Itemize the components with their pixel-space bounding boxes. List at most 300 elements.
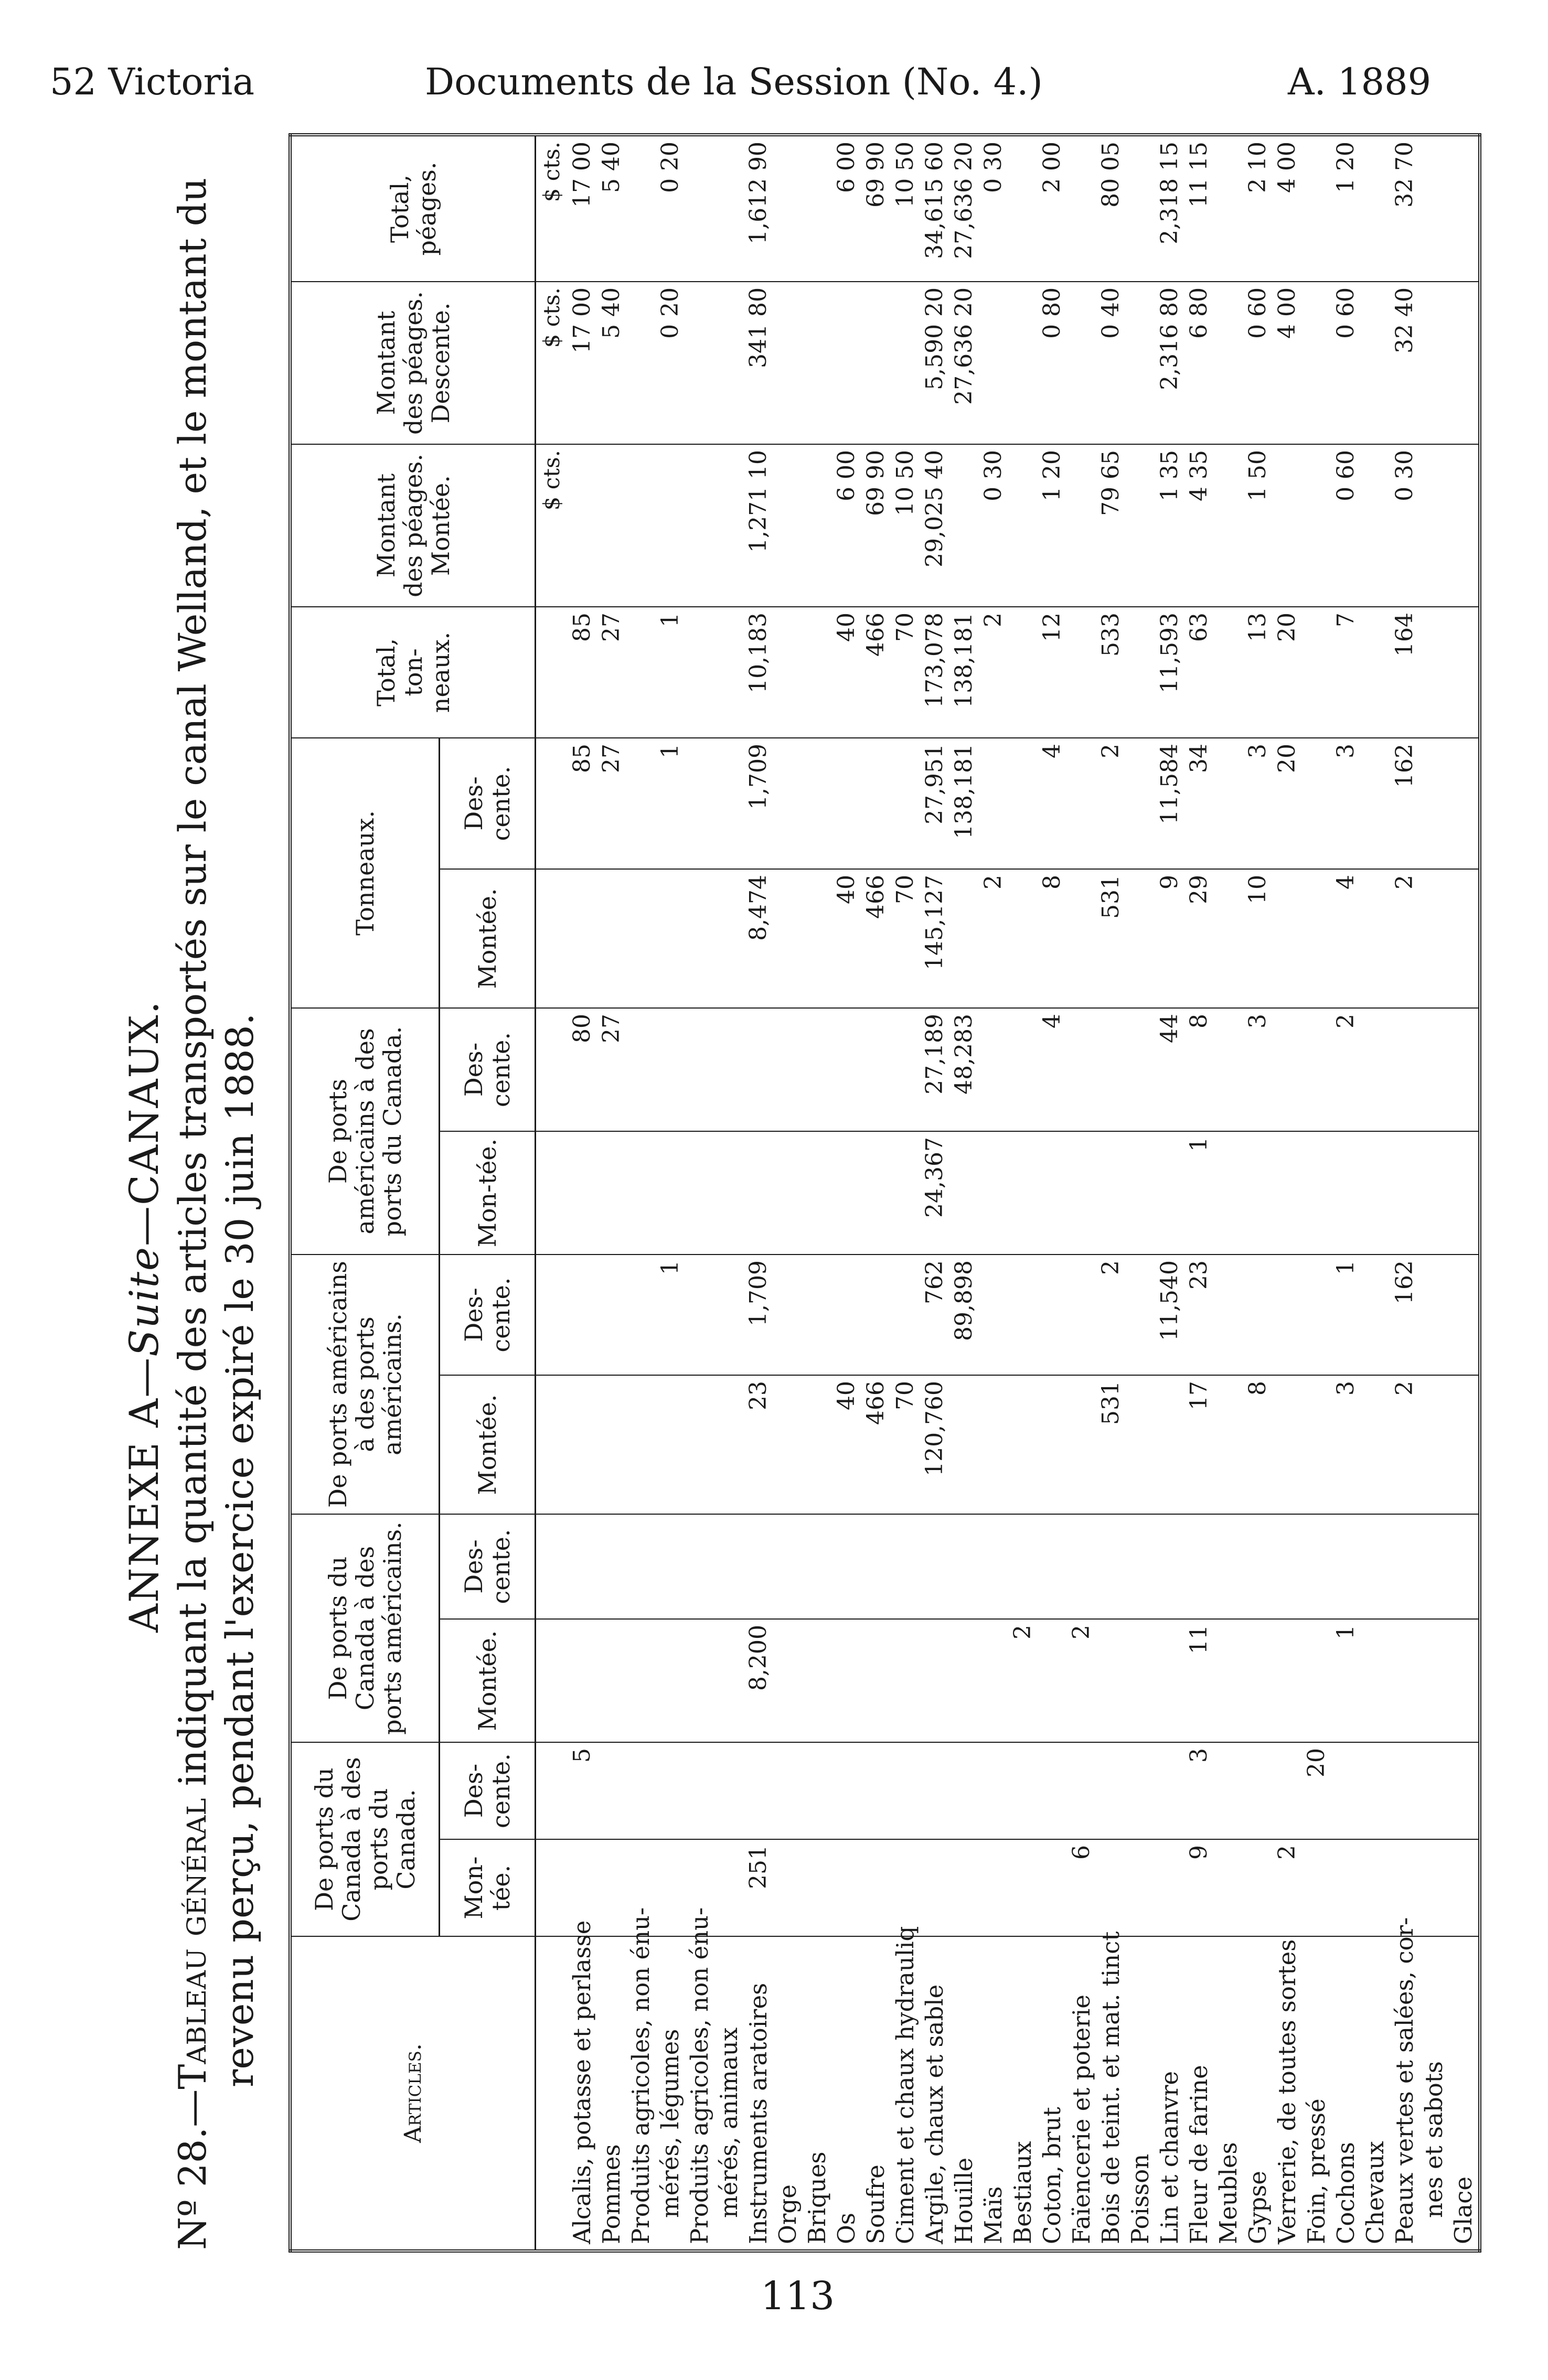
cell-c2m	[597, 1619, 626, 1742]
cell-td: 34	[1184, 738, 1214, 869]
cell-td: 138,181	[949, 738, 979, 869]
cell-c3m: 70	[891, 1375, 920, 1514]
cell-pt: 0 20	[656, 135, 685, 282]
cell-c3d	[1008, 1255, 1038, 1375]
cell-c3d: 762	[920, 1255, 949, 1375]
cell-c4d	[1096, 1008, 1126, 1131]
cell-pd: 2,316 80	[1155, 282, 1184, 444]
table-row	[1038, 135, 1067, 2251]
cell-tt: 27	[597, 607, 626, 738]
article-name: Foin, pressé	[1302, 1936, 1331, 2251]
table-row	[1302, 135, 1331, 2251]
cell-c4d	[832, 1008, 861, 1131]
cell-pt: 80 05	[1096, 135, 1126, 282]
cell-td	[685, 738, 714, 869]
cell-tt	[1449, 607, 1478, 738]
peages-descente-header: Montant des péages. Descente.	[290, 282, 536, 444]
cell-c4m	[1361, 1131, 1390, 1255]
table-row	[949, 135, 979, 2251]
sub-descente: Des-cente.	[440, 1742, 536, 1839]
cell-c3m	[1038, 1375, 1067, 1514]
cell-pt	[1126, 135, 1155, 282]
cell-c2d	[1155, 1514, 1184, 1619]
cell-c3d	[597, 1255, 626, 1375]
cell-td: 4	[1038, 738, 1067, 869]
article-name: Instruments aratoires	[744, 1936, 773, 2251]
table-row	[1243, 135, 1273, 2251]
cell-c4m	[1302, 1131, 1331, 1255]
cell-td	[832, 738, 861, 869]
cell-c1d	[1067, 1742, 1096, 1839]
table-row	[1155, 135, 1184, 2251]
cell-pm	[1067, 444, 1096, 607]
rotated-table-block	[102, 141, 1477, 2260]
cell-c4m: 1	[1184, 1131, 1214, 1255]
cell-c3m: 40	[832, 1375, 861, 1514]
cell-c2d	[1096, 1514, 1126, 1619]
annex-suffix: —CANAUX.	[121, 1000, 167, 1246]
group-canada-american: De ports du Canada à des ports américains.	[290, 1514, 440, 1742]
cell-c1d	[1243, 1742, 1273, 1839]
cell-pt	[1008, 135, 1038, 282]
cell-c2d	[891, 1514, 920, 1619]
cell-tt	[1214, 607, 1243, 738]
cell-c4m	[773, 1131, 803, 1255]
cell-c3d	[1126, 1255, 1155, 1375]
cell-c1d	[773, 1742, 803, 1839]
cell-c1m: 251	[744, 1839, 773, 1936]
cell-c1d	[1096, 1742, 1126, 1839]
cell-pd	[1449, 282, 1478, 444]
cell-c2d	[1449, 1514, 1478, 1619]
cell-td: 3	[1331, 738, 1361, 869]
cell-c3d: 23	[1184, 1255, 1214, 1375]
cell-c1m: 6	[1067, 1839, 1096, 1936]
cell-pm: 4 35	[1184, 444, 1214, 607]
cell-c2d	[949, 1514, 979, 1619]
annex-italic: Suite	[121, 1246, 167, 1357]
cell-c4m	[1038, 1131, 1067, 1255]
article-name: Houille	[949, 1936, 979, 2251]
cell-c4d: 27	[597, 1008, 626, 1131]
cell-tt: 7	[1331, 607, 1361, 738]
cell-c1m	[1419, 1839, 1449, 1936]
cell-td: 11,584	[1155, 738, 1184, 869]
cell-c3d: 2	[1096, 1255, 1126, 1375]
table-number: Nº 28.—	[170, 2089, 215, 2250]
cell-c2d	[1243, 1514, 1273, 1619]
cell-tt: 70	[891, 607, 920, 738]
cell-td	[773, 738, 803, 869]
cell-tt	[1008, 607, 1038, 738]
article-name: Meubles	[1214, 1936, 1243, 2251]
cell-c3m	[979, 1375, 1008, 1514]
cell-pm	[714, 444, 744, 607]
cell-td: 2	[1096, 738, 1126, 869]
article-name: Bois de teint. et mat. tinct	[1096, 1936, 1126, 2251]
cell-c2m: 1	[1331, 1619, 1361, 1742]
cell-c1d	[714, 1742, 744, 1839]
article-name: Peaux vertes et salées, cor-	[1390, 1936, 1419, 2251]
table-title-line1	[170, 178, 215, 2250]
cell-c2d	[626, 1514, 656, 1619]
cell-c2d	[1390, 1514, 1419, 1619]
cell-c1d	[597, 1742, 626, 1839]
cell-c1d	[1331, 1742, 1361, 1839]
cell-c2m: 2	[1008, 1619, 1038, 1742]
table-row	[1273, 135, 1302, 2251]
cell-c3d	[979, 1255, 1008, 1375]
peages-montee-header: Montant des péages. Montée.	[290, 444, 536, 607]
cell-c3d	[626, 1255, 656, 1375]
cell-c2d	[979, 1514, 1008, 1619]
cell-td	[803, 738, 832, 869]
cell-c3m: 8	[1243, 1375, 1273, 1514]
cell-c2m	[626, 1619, 656, 1742]
cell-pd	[861, 282, 891, 444]
cell-tm	[773, 869, 803, 1008]
cell-pd	[714, 282, 744, 444]
cell-c1m	[714, 1839, 744, 1936]
cell-c2d	[920, 1514, 949, 1619]
cell-c4m	[861, 1131, 891, 1255]
cell-c3m	[1008, 1375, 1038, 1514]
table-row	[1184, 135, 1214, 2251]
cell-c1d	[1038, 1742, 1067, 1839]
table-row	[1067, 135, 1096, 2251]
cell-td: 1	[656, 738, 685, 869]
cell-c2d	[1214, 1514, 1243, 1619]
cell-tt	[1067, 607, 1096, 738]
cell-c3d	[891, 1255, 920, 1375]
cell-c1m	[891, 1839, 920, 1936]
sub-montee: Mon-tée.	[440, 1131, 536, 1255]
cell-pd: 32 40	[1390, 282, 1419, 444]
article-name: Maïs	[979, 1936, 1008, 2251]
cell-c2m: 11	[1184, 1619, 1214, 1742]
cell-pt: 1 20	[1331, 135, 1361, 282]
session-label: 52 Victoria	[50, 60, 255, 103]
cell-c1d	[1126, 1742, 1155, 1839]
cell-c2d	[832, 1514, 861, 1619]
cell-tm: 70	[891, 869, 920, 1008]
cell-pt: 10 50	[891, 135, 920, 282]
table-body	[536, 135, 1480, 2251]
cell-pd: 27,636 20	[949, 282, 979, 444]
cell-c3m	[949, 1375, 979, 1514]
cell-c4m	[949, 1131, 979, 1255]
cell-pd	[891, 282, 920, 444]
cell-c2m	[568, 1619, 597, 1742]
cell-tm	[1126, 869, 1155, 1008]
cell-c3m	[568, 1375, 597, 1514]
cell-tt	[1419, 607, 1449, 738]
cell-c1m	[1243, 1839, 1273, 1936]
cell-c4m	[714, 1131, 744, 1255]
article-name: Bestiaux	[1008, 1936, 1038, 2251]
cell-c3d	[1214, 1255, 1243, 1375]
cell-c3d	[1449, 1255, 1478, 1375]
cell-c4m	[1126, 1131, 1155, 1255]
cell-c4d	[1008, 1008, 1038, 1131]
sub-montee: Montée.	[440, 1619, 536, 1742]
article-name: Glace	[1449, 1936, 1478, 2251]
cell-pt	[685, 135, 714, 282]
cell-c1d	[1214, 1742, 1243, 1839]
cell-pm	[1126, 444, 1155, 607]
article-name: Pommes	[597, 1936, 626, 2251]
article-name: Produits agricoles, non énu-	[685, 1936, 714, 2251]
cell-c3m: 2	[1390, 1375, 1419, 1514]
cell-c3m	[1449, 1375, 1478, 1514]
cell-c4m	[1331, 1131, 1361, 1255]
cell-c2d	[861, 1514, 891, 1619]
cell-td: 3	[1243, 738, 1273, 869]
cell-pm: 29,025 40	[920, 444, 949, 607]
page-number: 113	[761, 2274, 835, 2319]
cell-pd: 0 80	[1038, 282, 1067, 444]
article-name: Briques	[803, 1936, 832, 2251]
cell-pm	[1419, 444, 1449, 607]
cell-c3d: 11,540	[1155, 1255, 1184, 1375]
table-row	[1419, 135, 1449, 2251]
sub-montee: Mon-tée.	[440, 1839, 536, 1936]
cell-c4d: 2	[1331, 1008, 1361, 1131]
cell-c2d	[744, 1514, 773, 1619]
cell-c3d	[1361, 1255, 1390, 1375]
cell-c1d	[656, 1742, 685, 1839]
cell-c1d	[1361, 1742, 1390, 1839]
sub-montee: Montée.	[440, 869, 536, 1008]
cell-tm	[597, 869, 626, 1008]
cell-tm	[685, 869, 714, 1008]
table-row	[714, 135, 744, 2251]
cell-pm	[685, 444, 714, 607]
table-row	[803, 135, 832, 2251]
cell-pm: 6 00	[832, 444, 861, 607]
cell-td	[891, 738, 920, 869]
cell-tm	[1302, 869, 1331, 1008]
cell-pm: 0 30	[979, 444, 1008, 607]
table-row	[1361, 135, 1390, 2251]
table-row	[597, 135, 626, 2251]
cell-pt	[1067, 135, 1096, 282]
cell-pm: 0 60	[1331, 444, 1361, 607]
cell-pd	[1419, 282, 1449, 444]
cell-c3d	[685, 1255, 714, 1375]
cell-pt: 32 70	[1390, 135, 1419, 282]
cell-tm	[568, 869, 597, 1008]
table-row	[1390, 135, 1419, 2251]
cell-pm	[1361, 444, 1390, 607]
cell-tm: 531	[1096, 869, 1126, 1008]
cell-tt: 12	[1038, 607, 1067, 738]
cell-c4d: 44	[1155, 1008, 1184, 1131]
cell-c4d	[1419, 1008, 1449, 1131]
cell-c2m	[803, 1619, 832, 1742]
cell-c1m	[949, 1839, 979, 1936]
cell-c3d: 1,709	[744, 1255, 773, 1375]
total-peages-header: Total, péages.	[290, 135, 536, 282]
cell-c4d	[1214, 1008, 1243, 1131]
cell-c1d	[891, 1742, 920, 1839]
cell-pd: 5 40	[597, 282, 626, 444]
cell-pt: 34,615 60	[920, 135, 949, 282]
cell-c4m	[1067, 1131, 1096, 1255]
cell-pm: 10 50	[891, 444, 920, 607]
cell-pm	[1214, 444, 1243, 607]
cell-c2d	[1302, 1514, 1331, 1619]
cell-pt	[1214, 135, 1243, 282]
article-name: Gypse	[1243, 1936, 1273, 2251]
cell-c4d	[861, 1008, 891, 1131]
cell-c1m	[1155, 1839, 1184, 1936]
cell-c2m	[979, 1619, 1008, 1742]
cell-c4d	[685, 1008, 714, 1131]
cell-pt	[1419, 135, 1449, 282]
cell-tm	[1449, 869, 1478, 1008]
cell-c4d: 4	[1038, 1008, 1067, 1131]
article-name: Lin et chanvre	[1155, 1936, 1184, 2251]
cell-pd	[1214, 282, 1243, 444]
cell-c2m	[714, 1619, 744, 1742]
cell-c4m	[656, 1131, 685, 1255]
sub-descente: Des-cente.	[440, 1514, 536, 1619]
cell-c1m	[1038, 1839, 1067, 1936]
cell-tt: 13	[1243, 607, 1273, 738]
cell-c2d	[685, 1514, 714, 1619]
cell-c1d	[685, 1742, 714, 1839]
article-name: Cochons	[1331, 1936, 1361, 2251]
cell-c4m	[891, 1131, 920, 1255]
cell-tm: 145,127	[920, 869, 949, 1008]
cell-tt: 11,593	[1155, 607, 1184, 738]
article-name: Os	[832, 1936, 861, 2251]
cell-c4m	[1096, 1131, 1126, 1255]
sub-descente: Des-cente.	[440, 738, 536, 869]
cell-c1m	[1449, 1839, 1478, 1936]
article-name: Argile, chaux et sable	[920, 1936, 949, 2251]
cell-pm	[1302, 444, 1331, 607]
cell-c3m: 531	[1096, 1375, 1126, 1514]
cell-pt: 4 00	[1273, 135, 1302, 282]
cell-c4d	[1067, 1008, 1096, 1131]
cell-tm	[1214, 869, 1243, 1008]
cell-tt: 138,181	[949, 607, 979, 738]
cell-c3d	[1273, 1255, 1302, 1375]
cell-pd	[685, 282, 714, 444]
table-row	[891, 135, 920, 2251]
cell-pm: 79 65	[1096, 444, 1126, 607]
cell-c3m	[685, 1375, 714, 1514]
cell-c4m	[1214, 1131, 1243, 1255]
cell-pt: 27,636 20	[949, 135, 979, 282]
cell-tm: 9	[1155, 869, 1184, 1008]
cell-pt: 2 00	[1038, 135, 1067, 282]
documents-label: Documents de la Session (No. 4.)	[425, 60, 1043, 103]
cell-c2m	[949, 1619, 979, 1742]
table-row	[979, 135, 1008, 2251]
cell-c4m	[979, 1131, 1008, 1255]
cell-td	[1361, 738, 1390, 869]
cell-tm: 8,474	[744, 869, 773, 1008]
cell-c4m	[1273, 1131, 1302, 1255]
cell-pt	[626, 135, 656, 282]
cell-c1m	[832, 1839, 861, 1936]
cell-c3m	[597, 1375, 626, 1514]
cell-c4d: 80	[568, 1008, 597, 1131]
cell-tt: 10,183	[744, 607, 773, 738]
table-row	[1126, 135, 1155, 2251]
cell-pd: 6 80	[1184, 282, 1214, 444]
cell-pd: 0 20	[656, 282, 685, 444]
group-tonneaux: Tonneaux.	[290, 738, 440, 1008]
cell-c2d	[714, 1514, 744, 1619]
cell-pt	[803, 135, 832, 282]
cell-c2m: 8,200	[744, 1619, 773, 1742]
table-row	[861, 135, 891, 2251]
sub-descente: Des-cente.	[440, 1008, 536, 1131]
cell-tm: 40	[832, 869, 861, 1008]
cell-c1d	[949, 1742, 979, 1839]
cell-tt	[773, 607, 803, 738]
cell-c4m	[1449, 1131, 1478, 1255]
cell-c1d	[1155, 1742, 1184, 1839]
article-name: Orge	[773, 1936, 803, 2251]
cell-pm	[1273, 444, 1302, 607]
cell-c3m	[1419, 1375, 1449, 1514]
cell-c4d	[979, 1008, 1008, 1131]
cell-c4d	[1273, 1008, 1302, 1131]
cell-c3d	[1302, 1255, 1331, 1375]
cell-c4m	[1243, 1131, 1273, 1255]
cell-c2m	[1214, 1619, 1243, 1742]
cell-tm	[803, 869, 832, 1008]
cell-td: 162	[1390, 738, 1419, 869]
table-word: Tableau général	[170, 1798, 215, 2089]
cell-c2m	[1390, 1619, 1419, 1742]
cell-c1d	[1419, 1742, 1449, 1839]
cell-c4m	[1390, 1131, 1419, 1255]
cell-c3m	[1155, 1375, 1184, 1514]
cell-pm	[773, 444, 803, 607]
cell-c2d	[568, 1514, 597, 1619]
cell-c1d	[920, 1742, 949, 1839]
cell-c4m	[1419, 1131, 1449, 1255]
cell-tt: 533	[1096, 607, 1126, 738]
cell-c2d	[1184, 1514, 1214, 1619]
cell-c1d	[1273, 1742, 1302, 1839]
total-tonneaux-header: Total, ton-neaux.	[290, 607, 536, 738]
cell-c3m	[1126, 1375, 1155, 1514]
cell-td	[1419, 738, 1449, 869]
cell-c2d	[597, 1514, 626, 1619]
cell-tm: 466	[861, 869, 891, 1008]
cell-c2d	[1273, 1514, 1302, 1619]
cell-pt	[773, 135, 803, 282]
cell-c1m	[656, 1839, 685, 1936]
cell-c2d	[1008, 1514, 1038, 1619]
table-row	[832, 135, 861, 2251]
cell-c3m	[803, 1375, 832, 1514]
cell-pm	[597, 444, 626, 607]
cell-pm	[568, 444, 597, 607]
cell-td: 1,709	[744, 738, 773, 869]
cell-pt: 5 40	[597, 135, 626, 282]
cell-pd	[1067, 282, 1096, 444]
cell-tm: 4	[1331, 869, 1361, 1008]
cell-c4m	[685, 1131, 714, 1255]
